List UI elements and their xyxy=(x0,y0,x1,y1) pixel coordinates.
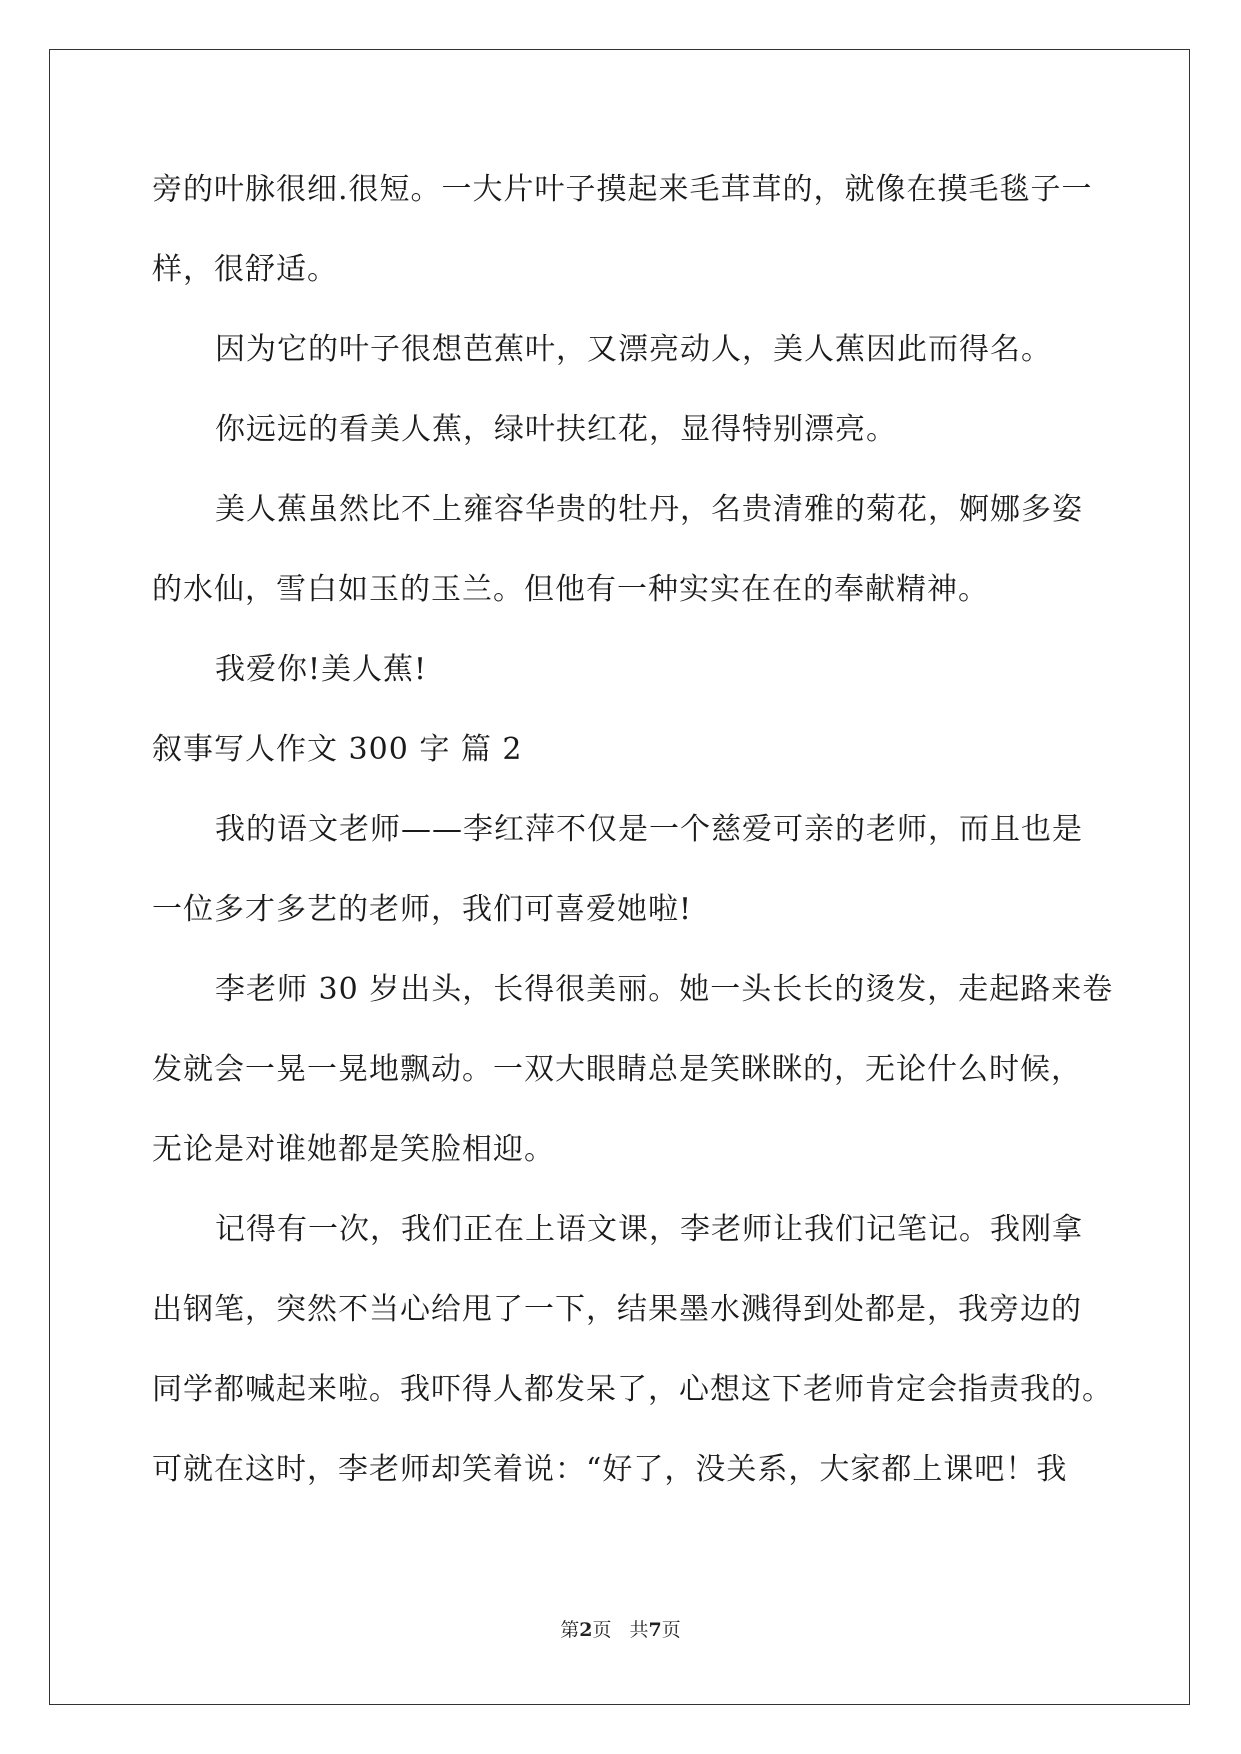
text-line: 可就在这时，李老师却笑着说：“好了，没关系，大家都上课吧！我 xyxy=(152,1452,1068,1487)
paragraph-line: 李老师 30 岁出头，长得很美丽。她一头长长的烫发，走起路来卷 xyxy=(215,972,1114,1007)
paragraph-line: 我爱你!美人蕉! xyxy=(215,652,428,687)
page-number: 2 xyxy=(579,1619,593,1641)
paragraph-line: 我的语文老师——李红萍不仅是一个慈爱可亲的老师，而且也是 xyxy=(215,812,1083,847)
text-line: 样，很舒适。 xyxy=(152,252,338,287)
page-footer xyxy=(0,1618,1241,1642)
text-line: 一位多才多艺的老师，我们可喜爱她啦! xyxy=(152,892,693,927)
page-suffix: 页 xyxy=(592,1619,612,1641)
paragraph-line: 因为它的叶子很想芭蕉叶，又漂亮动人，美人蕉因此而得名。 xyxy=(215,332,1052,367)
text-line: 发就会一晃一晃地飘动。一双大眼睛总是笑眯眯的，无论什么时候， xyxy=(152,1052,1082,1087)
text-line: 无论是对谁她都是笑脸相迎。 xyxy=(152,1132,555,1167)
page-prefix: 第 xyxy=(560,1619,580,1641)
total-prefix: 共 xyxy=(629,1619,649,1641)
text-line: 的水仙，雪白如玉的玉兰。但他有一种实实在在的奉献精神。 xyxy=(152,572,989,607)
paragraph-line: 记得有一次，我们正在上语文课，李老师让我们记笔记。我刚拿 xyxy=(215,1212,1083,1247)
text-line: 同学都喊起来啦。我吓得人都发呆了，心想这下老师肯定会指责我的。 xyxy=(152,1372,1113,1407)
paragraph-line: 美人蕉虽然比不上雍容华贵的牡丹，名贵清雅的菊花，婀娜多姿 xyxy=(215,492,1083,527)
text-line: 旁的叶脉很细.很短。一大片叶子摸起来毛茸茸的，就像在摸毛毯子一 xyxy=(152,172,1093,207)
paragraph-line: 你远远的看美人蕉，绿叶扶红花，显得特别漂亮。 xyxy=(215,412,897,447)
page-total: 7 xyxy=(648,1619,662,1641)
section-heading: 叙事写人作文 300 字 篇 2 xyxy=(152,732,523,767)
text-line: 出钢笔，突然不当心给甩了一下，结果墨水溅得到处都是，我旁边的 xyxy=(152,1292,1082,1327)
total-suffix: 页 xyxy=(661,1619,681,1641)
